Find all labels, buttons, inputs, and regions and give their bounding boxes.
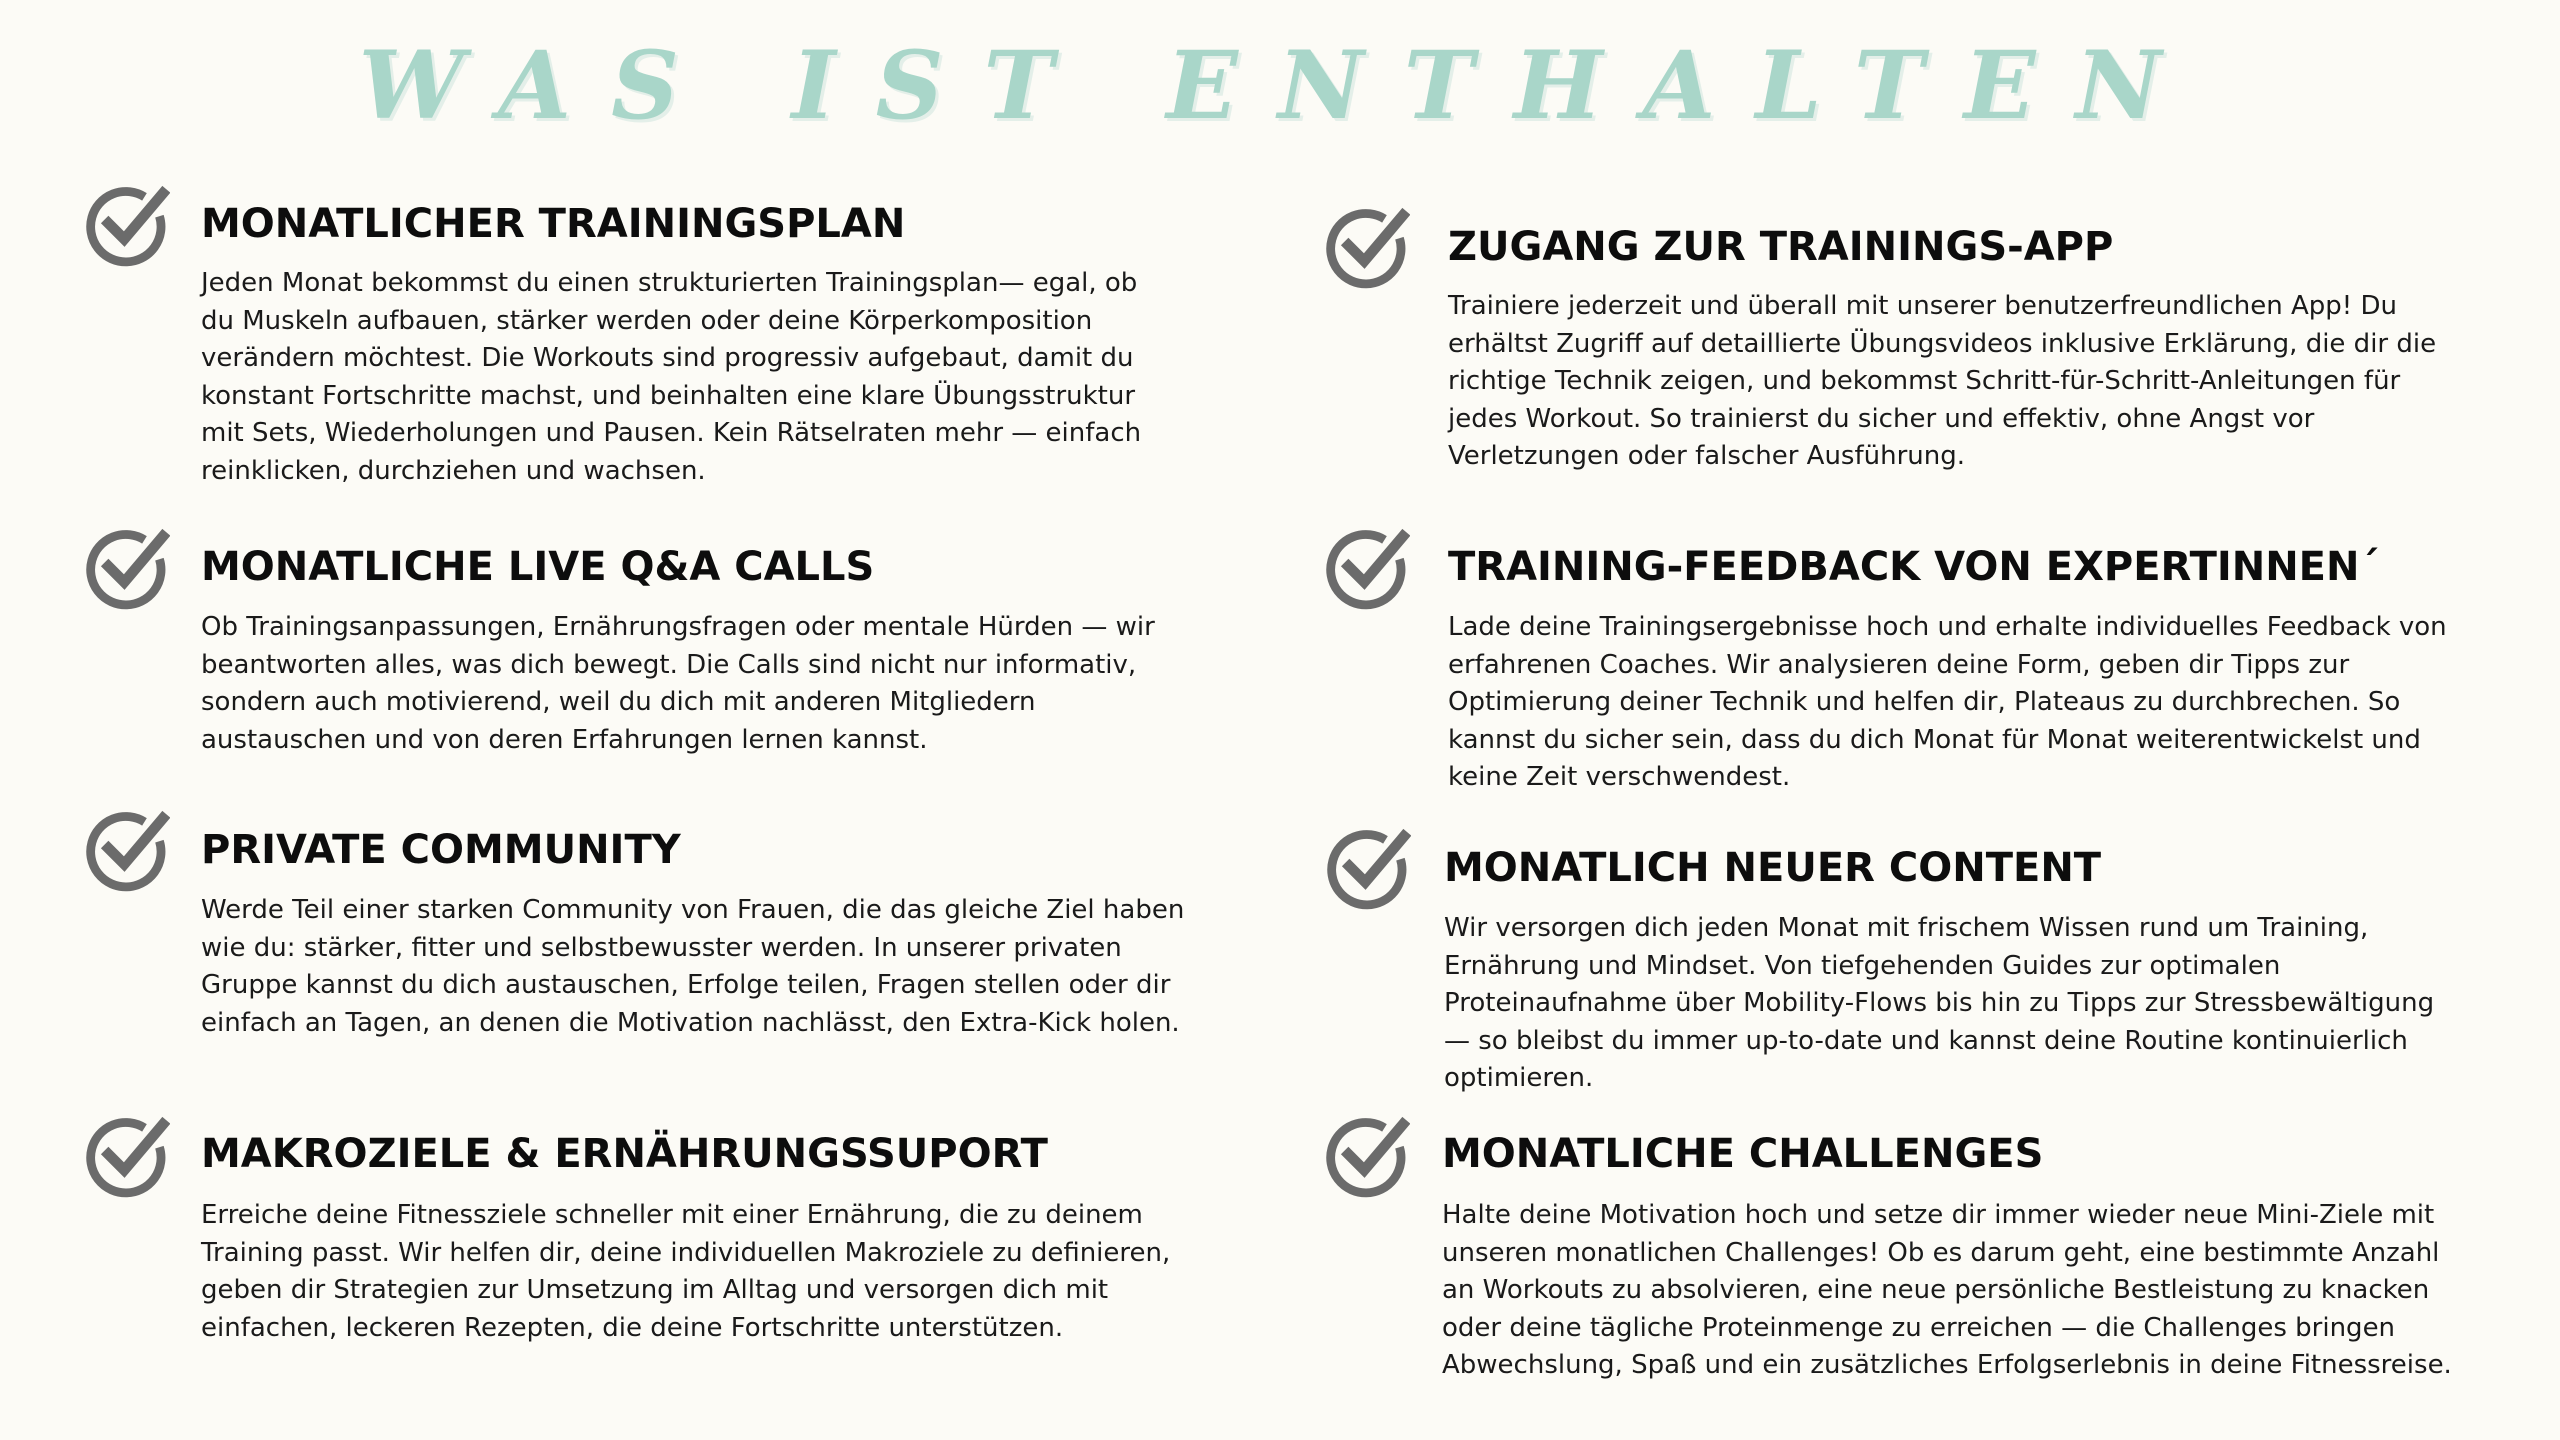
feature-title: TRAINING-FEEDBACK VON EXPERTINNEN´ xyxy=(1448,544,2380,590)
feature-title: MONATLICHE CHALLENGES xyxy=(1442,1131,2044,1177)
feature-description: Erreiche deine Fitnessziele schneller mit einer Ernährung, die zu deinem Training passt. Wir helfen dir, deine individuellen Makroziele zu definieren, geben dir Strategien zur Umsetzung im Alltag und versorgen dich mit einfachen, leckeren Rezepten, die deine Fortschritte unterstützen. xyxy=(201,1200,1171,1343)
check-circle-icon xyxy=(1322,203,1410,291)
feature-title: MONATLICH NEUER CONTENT xyxy=(1444,845,2102,891)
feature-title: MONATLICHE LIVE Q&A CALLS xyxy=(201,544,875,590)
feature-title: ZUGANG ZUR TRAININGS-APP xyxy=(1448,224,2114,270)
feature-description: Werde Teil einer starken Community von Frauen, die das gleiche Ziel haben wie du: stärker, fitter und selbstbewusster werden. In unserer privaten Gruppe kannst du dich austauschen, Erfolge teilen, Fragen stellen oder dir einfach an Tagen, an denen die Motivation nachlässt, den Extra-Kick holen. xyxy=(201,895,1185,1038)
feature-title: MAKROZIELE & ERNÄHRUNGSSUPORT xyxy=(201,1131,1048,1177)
feature-title: MONATLICHER TRAININGSPLAN xyxy=(201,201,906,247)
feature-description: Halte deine Motivation hoch und setze dir immer wieder neue Mini-Ziele mit unseren monatlichen Challenges! Ob es darum geht, eine bestimmte Anzahl an Workouts zu absolvieren, eine neue persönliche Bestleistung zu knacken oder deine tägliche Proteinmenge zu erreichen — die Challenges bringen Abwechslung, Spaß und ein zusätzliches Erfolgserlebnis in deine Fitnessreise. xyxy=(1442,1200,2452,1380)
check-circle-icon xyxy=(82,524,170,612)
feature-description: Lade deine Trainingsergebnisse hoch und erhalte individuelles Feedback von erfahrenen Coaches. Wir analysieren deine Form, geben dir Tipps zur Optimierung deiner Technik und helfen dir, Plateaus zu durchbrechen. So kannst du sicher sein, dass du dich Monat für Monat weiterentwickelst und keine Zeit verschwendest. xyxy=(1448,612,2447,792)
check-circle-icon xyxy=(1323,824,1411,912)
check-circle-icon xyxy=(1322,1112,1410,1200)
check-circle-icon xyxy=(82,181,170,269)
feature-description: Trainiere jederzeit und überall mit unserer benutzerfreundlichen App! Du erhältst Zugriff auf detaillierte Übungsvideos inklusive Erklärung, die dir die richtige Technik zeigen, und bekommst Schritt-für-Schritt-Anleitungen für jedes Workout. So trainierst du sicher und effektiv, ohne Angst vor Verletzungen oder falscher Ausführung. xyxy=(1448,291,2437,471)
check-circle-icon xyxy=(1322,524,1410,612)
feature-title: PRIVATE COMMUNITY xyxy=(201,827,681,873)
feature-description: Jeden Monat bekommst du einen strukturierten Trainingsplan— egal, ob du Muskeln aufbauen, stärker werden oder deine Körperkomposition verändern möchtest. Die Workouts sind progressiv aufgebaut, damit du konstant Fortschritte machst, und beinhalten eine klare Übungsstruktur mit Sets, Wiederholungen und Pausen. Kein Rätselraten mehr — einfach reinklicken, durchziehen und wachsen. xyxy=(201,268,1142,486)
check-circle-icon xyxy=(82,806,170,894)
feature-description: Wir versorgen dich jeden Monat mit frischem Wissen rund um Training, Ernährung und Mindset. Von tiefgehenden Guides zur optimalen Proteinaufnahme über Mobility-Flows bis hin zu Tipps zur Stressbewältigung — so bleibst du immer up-to-date und kannst deine Routine kontinuierlich optimieren. xyxy=(1444,913,2435,1093)
page-title: WAS IST ENTHALTEN xyxy=(358,31,2202,141)
feature-description: Ob Trainingsanpassungen, Ernährungsfragen oder mentale Hürden — wir beantworten alles, was dich bewegt. Die Calls sind nicht nur informativ, sondern auch motivierend, weil du dich mit anderen Mitgliedern austauschen und von deren Erfahrungen lernen kannst. xyxy=(201,612,1155,755)
check-circle-icon xyxy=(82,1112,170,1200)
